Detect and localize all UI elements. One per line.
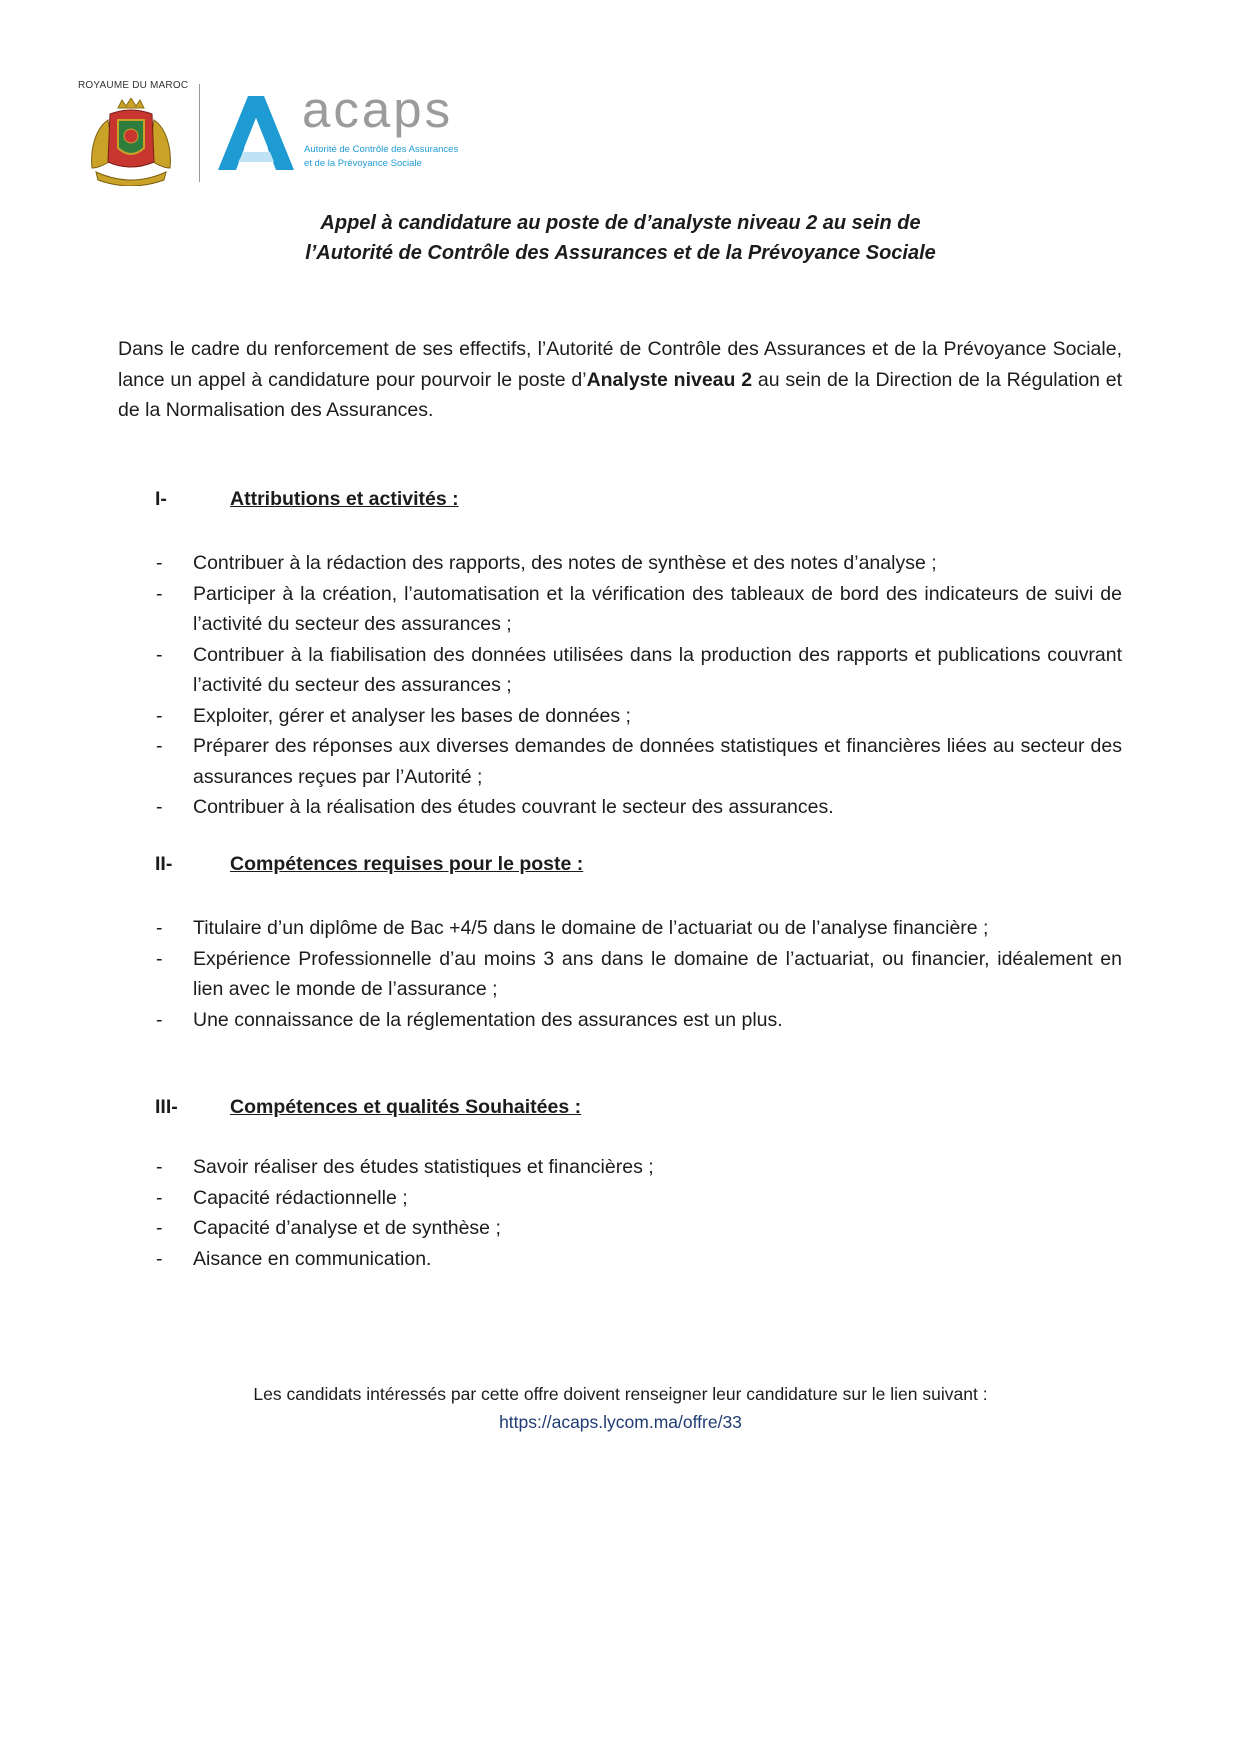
dash-marker: - [156, 643, 163, 666]
section-3-title: Compétences et qualités Souhaitées : [230, 1096, 582, 1118]
list-item-text: Expérience Professionnelle d’au moins 3 ans dans le domaine de l’actuariat, ou financier, idéalement en lien avec le monde de l’assurance ; [193, 947, 1122, 1000]
logo-wordmark: acaps [302, 81, 454, 138]
intro-text-after: au sein de la Direction de la Régulation et de la Normalisation des Assurances. [118, 368, 1122, 421]
dash-marker: - [156, 704, 163, 727]
list-item [118, 1152, 1122, 1183]
list-item-text: Contribuer à la réalisation des études couvrant le secteur des assurances. [193, 796, 834, 818]
list-item-text: Préparer des réponses aux diverses demandes de données statistiques et financières liées au secteur des assurances reçues par l’Autorité ; [193, 735, 1122, 788]
list-item [118, 944, 1122, 1005]
list-item [118, 1244, 1122, 1275]
list-item [118, 701, 1122, 732]
dash-marker: - [156, 582, 163, 605]
section-1-number: I- [155, 488, 167, 510]
list-item-text: Savoir réaliser des études statistiques et financières ; [193, 1156, 654, 1178]
list-item [118, 792, 1122, 823]
intro-position-name: Analyste niveau 2 [586, 368, 753, 391]
list-item-text: Contribuer à la rédaction des rapports, des notes de synthèse et des notes d’analyse ; [193, 552, 937, 574]
dash-marker: - [156, 735, 163, 757]
title-line-2: l’Autorité de Contrôle des Assurances et de la Prévoyance Sociale [305, 242, 936, 264]
list-item-text: Titulaire d’un diplôme de Bac +4/5 dans le domaine de l’actuariat ou de l’analyse financière ; [193, 917, 989, 939]
list-item-text: Capacité rédactionnelle ; [193, 1186, 408, 1209]
section-2-number: II- [155, 853, 173, 875]
list-item [118, 1183, 1122, 1214]
section-1-title: Attributions et activités : [230, 488, 459, 510]
section-2-list [118, 913, 1122, 1035]
title-line-1: Appel à candidature au poste de d’analyste niveau 2 au sein de [320, 212, 921, 234]
dash-marker: - [156, 1186, 163, 1209]
list-item [118, 579, 1122, 640]
section-3-number: III- [155, 1096, 178, 1118]
logo-subtitle [304, 143, 458, 171]
dash-marker: - [156, 1156, 163, 1178]
list-item-text: Aisance en communication. [193, 1247, 432, 1270]
section-2-title: Compétences requises pour le poste : [230, 853, 584, 875]
section-1-list [118, 548, 1122, 823]
list-item [118, 1005, 1122, 1036]
list-item [118, 640, 1122, 701]
dash-marker: - [156, 947, 163, 970]
header-divider [199, 84, 200, 182]
list-item-text: Une connaissance de la réglementation des assurances est un plus. [193, 1008, 783, 1031]
footer-instructions: Les candidats intéressés par cette offre doivent renseigner leur candidature sur le lien suivant : [253, 1384, 988, 1404]
royaume-label: ROYAUME DU MAROC [78, 80, 189, 91]
intro-paragraph [118, 334, 1122, 426]
logo-subtitle-line-1: Autorité de Contrôle des Assurances [304, 144, 459, 155]
dash-marker: - [156, 1247, 163, 1270]
list-item [118, 731, 1122, 792]
list-item-text: Exploiter, gérer et analyser les bases de données ; [193, 704, 631, 727]
application-link[interactable]: https://acaps.lycom.ma/offre/33 [499, 1412, 742, 1432]
intro-text-before: Dans le cadre du renforcement de ses effectifs, l’Autorité de Contrôle des Assurances et de la Prévoyance Sociale, lance un appel à candidature pour pourvoir le poste d’ [118, 338, 1122, 391]
dash-marker: - [156, 552, 163, 574]
acaps-logo-icon [218, 96, 294, 170]
list-item-text: Contribuer à la fiabilisation des données utilisées dans la production des rapports et publications couvrant l’activité du secteur des assurances ; [193, 643, 1122, 696]
list-item-text: Capacité d’analyse et de synthèse ; [193, 1217, 501, 1239]
section-3-list [118, 1152, 1122, 1274]
list-item [118, 1213, 1122, 1244]
dash-marker: - [156, 1008, 163, 1031]
logo-subtitle-line-2: et de la Prévoyance Sociale [304, 158, 422, 169]
list-item [118, 548, 1122, 579]
dash-marker: - [156, 1217, 163, 1239]
list-item [118, 913, 1122, 944]
dash-marker: - [156, 796, 163, 818]
coat-of-arms-icon [88, 98, 174, 186]
dash-marker: - [156, 917, 163, 939]
list-item-text: Participer à la création, l’automatisation et la vérification des tableaux de bord des indicateurs de suivi de l’activité du secteur des assurances ; [193, 582, 1122, 635]
